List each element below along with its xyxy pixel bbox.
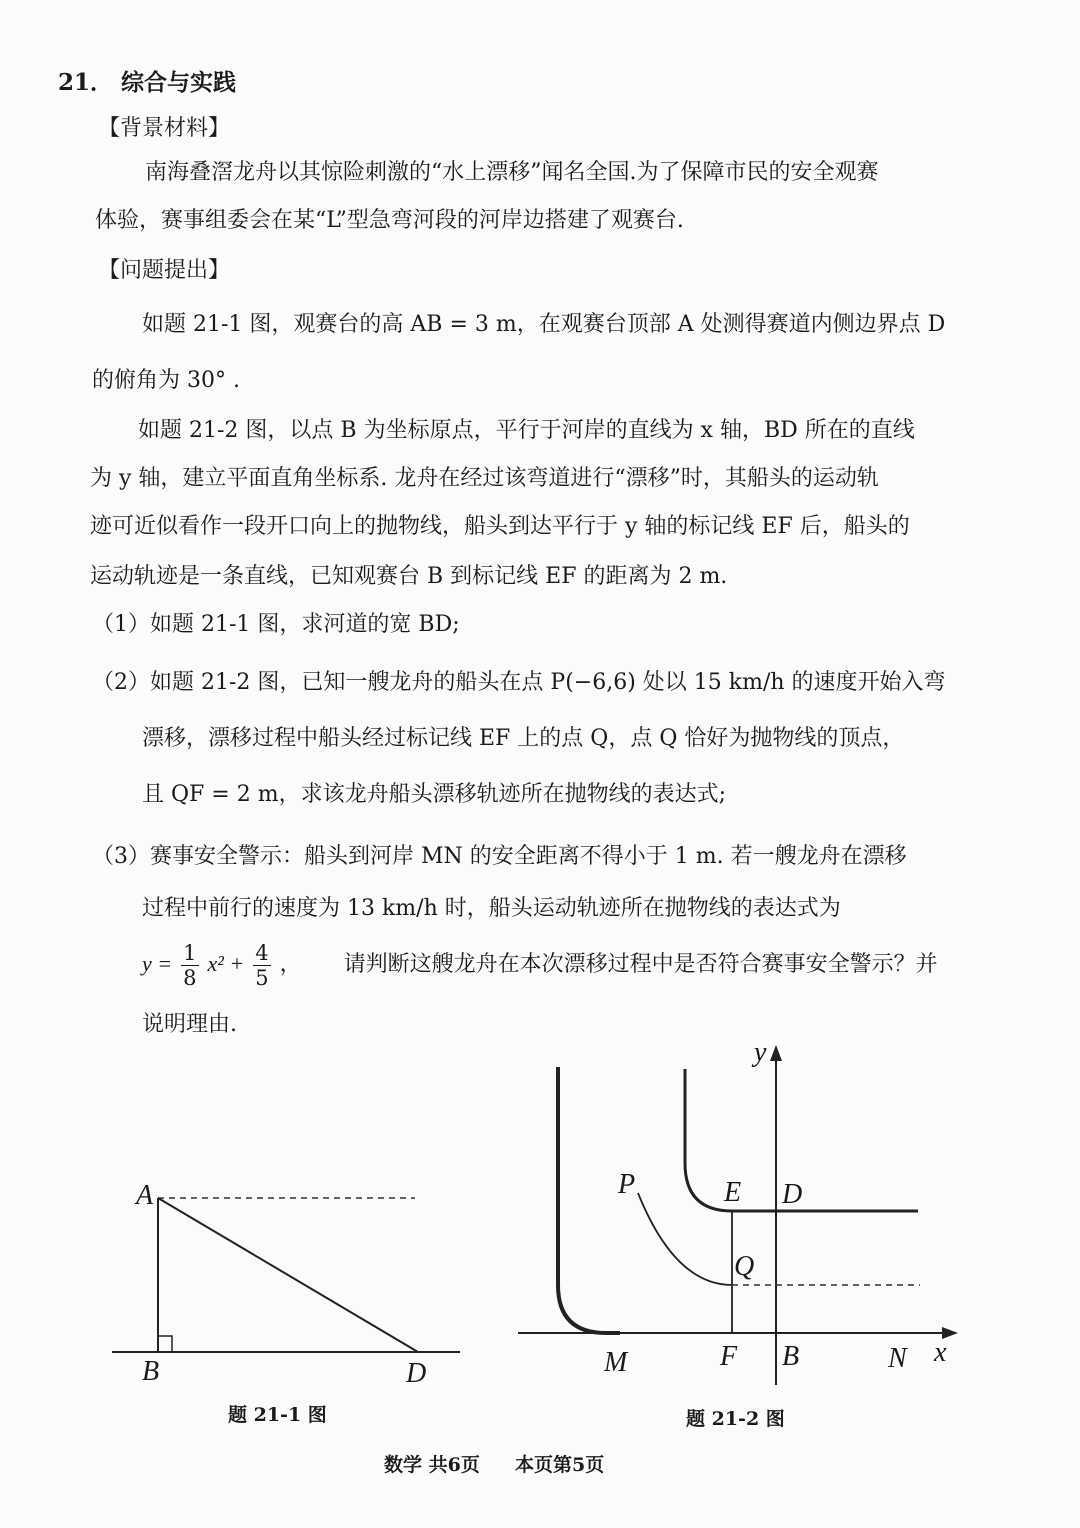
fig2-label-N: N (888, 1343, 907, 1374)
footer-current-page: 本页第5页 (515, 1454, 605, 1476)
eq-lhs: y = (142, 951, 173, 976)
fig1-segment-AD (158, 1198, 418, 1352)
problem-number: 21． (58, 69, 114, 96)
problem-title: 综合与实践 (121, 69, 237, 96)
fig2-label-F: F (720, 1341, 738, 1372)
eq-frac-1 (181, 941, 198, 990)
fig1-right-angle-mark (158, 1336, 172, 1352)
question-p2-line-3: 迹可近似看作一段开口向上的抛物线，船头到达平行于 y 轴的标记线 EF 后，船头的 (90, 514, 910, 539)
fig2-label-D: D (782, 1179, 803, 1210)
fig2-label-P: P (618, 1169, 636, 1200)
part-3-line-3-text: 请判断这艘龙舟在本次漂移过程中是否符合赛事安全警示？并 (343, 952, 938, 977)
eq-frac-2-den: 5 (255, 965, 269, 990)
fig2-label-B: B (782, 1341, 800, 1372)
background-line-1: 南海叠滘龙舟以其惊险刺激的“水上漂移”闻名全国.为了保障市民的安全观赛 (145, 160, 879, 185)
figure-21-1 (100, 1170, 480, 1410)
eq-frac-2-num: 4 (255, 940, 269, 965)
footer-total-pages: 数学 共6页 (384, 1454, 480, 1476)
fig2-label-x: x (934, 1337, 947, 1368)
fig1-label-B: B (142, 1356, 160, 1387)
fig2-label-E: E (724, 1177, 742, 1208)
eq-mid: x² + (207, 951, 245, 976)
figure-21-2 (510, 1035, 970, 1405)
eq-frac-1-num: 1 (183, 940, 197, 965)
fig2-y-axis-arrow (770, 1045, 782, 1061)
question-p1-line-1: 如题 21-1 图，观赛台的高 AB = 3 m，在观赛台顶部 A 处测得赛道内侧边界点 D (142, 312, 946, 337)
eq-frac-1-den: 8 (183, 965, 197, 990)
question-p2-line-4: 运动轨迹是一条直线，已知观赛台 B 到标记线 EF 的距离为 2 m. (90, 564, 728, 589)
part-3-line-2: 过程中前行的速度为 13 km/h 时，船头运动轨迹所在抛物线的表达式为 (142, 896, 841, 921)
eq-tail: ， (279, 952, 302, 977)
fig2-outer-bank (558, 1067, 620, 1333)
part-3-line-1: （3）赛事安全警示：船头到河岸 MN 的安全距离不得小于 1 m. 若一艘龙舟在漂移 (92, 844, 907, 869)
background-header: 【背景材料】 (98, 116, 231, 141)
fig2-label-M: M (604, 1347, 628, 1378)
fig1-label-D: D (406, 1358, 427, 1389)
question-p1-line-2: 的俯角为 30° . (92, 368, 240, 393)
fig2-parabola-PQ (638, 1193, 732, 1285)
part-3-line-4: 说明理由. (142, 1012, 237, 1037)
fig2-label-y: y (754, 1037, 767, 1068)
fig1-caption: 题 21-1 图 (228, 1404, 327, 1426)
question-p2-line-2: 为 y 轴，建立平面直角坐标系. 龙舟在经过该弯道进行“漂移”时，其船头的运动轨 (90, 466, 879, 491)
fig2-caption: 题 21-2 图 (686, 1408, 785, 1430)
question-header: 【问题提出】 (98, 258, 231, 283)
part-3-equation-line (142, 934, 938, 994)
fig1-label-A: A (136, 1180, 154, 1211)
fig2-label-Q: Q (734, 1251, 755, 1282)
part-1: （1）如题 21-1 图，求河道的宽 BD; (92, 612, 460, 637)
part-2-line-3: 且 QF = 2 m，求该龙舟船头漂移轨迹所在抛物线的表达式; (142, 782, 726, 807)
part-2-line-2: 漂移，漂移过程中船头经过标记线 EF 上的点 Q，点 Q 恰好为抛物线的顶点， (142, 726, 905, 751)
background-line-2: 体验，赛事组委会在某“L”型急弯河段的河岸边搭建了观赛台. (95, 208, 684, 233)
part-2-line-1: （2）如题 21-2 图，已知一艘龙舟的船头在点 P(−6,6) 处以 15 km/h 的速度开始入弯 (92, 670, 946, 695)
problem-header (58, 68, 236, 98)
eq-frac-2 (253, 941, 270, 990)
question-p2-line-1: 如题 21-2 图，以点 B 为坐标原点，平行于河岸的直线为 x 轴，BD 所在的直线 (138, 418, 915, 443)
